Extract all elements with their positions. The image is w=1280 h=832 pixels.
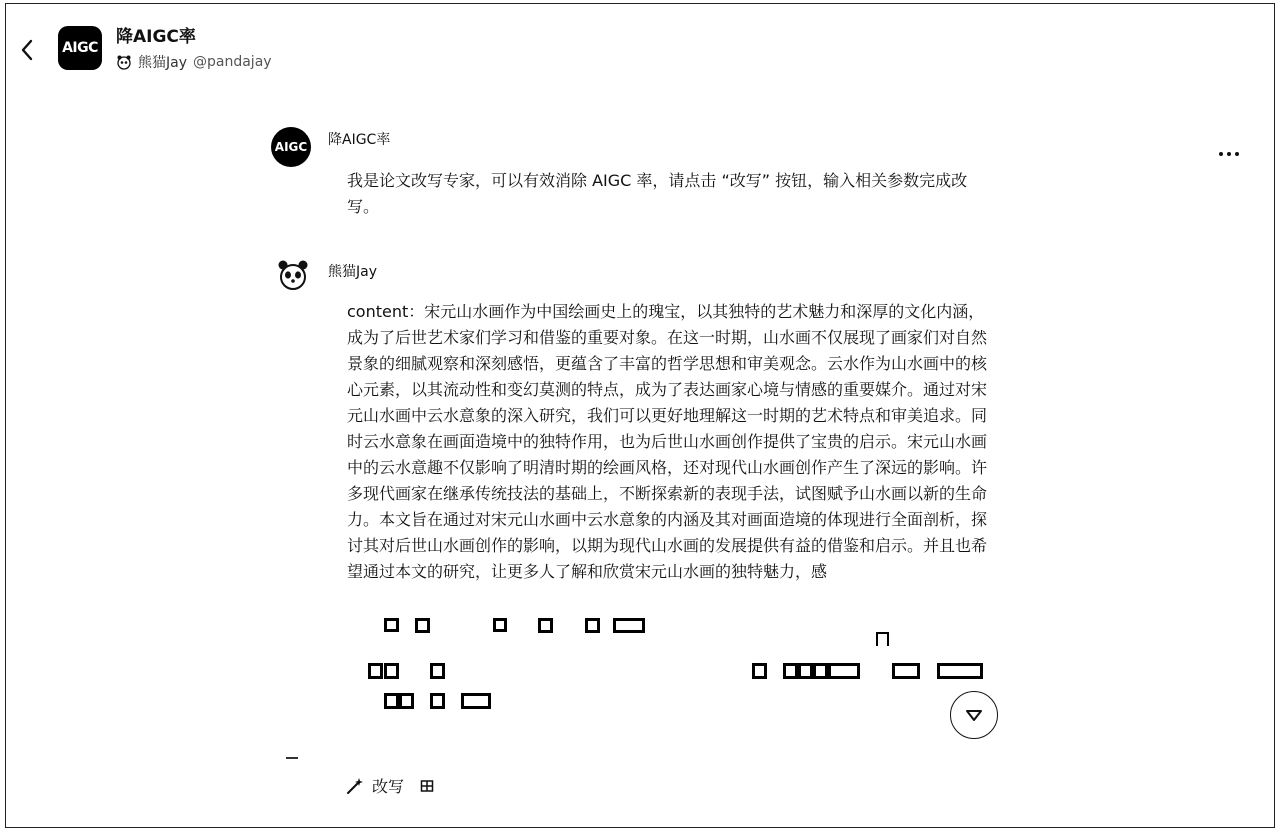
rewrite-button[interactable] [346,774,434,797]
garbled-glyph [813,663,828,679]
divider [286,757,298,759]
garbled-glyph [798,663,813,679]
garbled-glyph [585,618,600,633]
arrow-down-icon [964,705,984,725]
garbled-glyph [613,618,645,633]
chat-header [0,0,1280,80]
bot-avatar-text: AIGC [62,40,98,56]
bot-avatar[interactable] [58,26,102,70]
garbled-glyph [384,663,399,679]
garbled-glyph [876,632,889,646]
user-message-name: 熊猫Jay [328,264,377,280]
chevron-left-icon [20,39,34,61]
garbled-glyph [430,693,445,709]
panda-icon [116,54,132,70]
more-dot [1227,152,1231,156]
bot-message-name: 降AIGC率 [328,132,391,148]
magic-wand-icon [346,777,364,795]
author-name: 熊猫Jay [138,55,187,71]
rewrite-label: 改写 [372,777,405,796]
garbled-glyph [399,693,414,709]
garbled-glyph [493,618,507,632]
rewrite-form-icon [420,779,434,793]
panda-icon [276,258,310,292]
garbled-glyph [415,618,430,633]
bot-message-text: 我是论文改写专家，可以有效消除 AIGC 率，请点击 “改写” 按钮，输入相关参数完成改写。 [347,171,968,216]
more-dot [1235,152,1239,156]
garbled-glyph [538,618,553,633]
garbled-glyph [368,663,383,679]
bot-title: 降AIGC率 [116,27,196,47]
scroll-to-bottom-button[interactable] [950,691,998,739]
user-message-avatar [273,255,313,295]
garbled-glyph [828,663,860,679]
garbled-glyph [384,693,399,709]
bot-message-avatar-text: AIGC [274,140,308,154]
bot-message-avatar [271,127,311,167]
author-handle: @pandajay [193,54,272,70]
garbled-glyph [892,663,920,679]
bot-author[interactable] [116,52,272,72]
garbled-glyph [461,693,491,709]
user-message-text: content：宋元山水画作为中国绘画史上的瑰宝，以其独特的艺术魅力和深厚的文化内涵，成为了后世艺术家们学习和借鉴的重要对象。在这一时期，山水画不仅展现了画家们对自然景象的细腻观察和深刻感悟，更蕴含了丰富的哲学思想和审美观念。云水作为山水画中的核心元素，以其流动性和变幻莫测的特点，成为了表达画家心境与情感的重要媒介。通过对宋元山水画中云水意象的深入研究，我们可以更好地理解这一时期的艺术特点和审美追求。同时云水意象在画面造境中的独特作用，也为后世山水画创作提供了宝贵的启示。宋元山水画中的云水意趣不仅影响了明清时期的绘画风格，还对现代山水画创作产生了深远的影响。许多现代画家在继承传统技法的基础上，不断探索新的表现手法，试图赋予山水画以新的生命力。本文旨在通过对宋元山水画中云水意象的内涵及其对画面造境的体现进行全面剖析，探讨其对后世山水画创作的影响，以期为现代山水画的发展提供有益的借鉴和启示。并且也希望通过本文的研究，让更多人了解和欣赏宋元山水画的独特魅力，感 [347,302,987,581]
more-dot [1219,152,1223,156]
garbled-glyph [384,618,399,632]
garbled-glyph [752,663,767,679]
more-options-button[interactable] [1213,142,1245,166]
garbled-glyph [937,663,983,679]
garbled-glyph [783,663,798,679]
garbled-glyph [430,663,445,679]
back-button[interactable] [15,34,39,66]
